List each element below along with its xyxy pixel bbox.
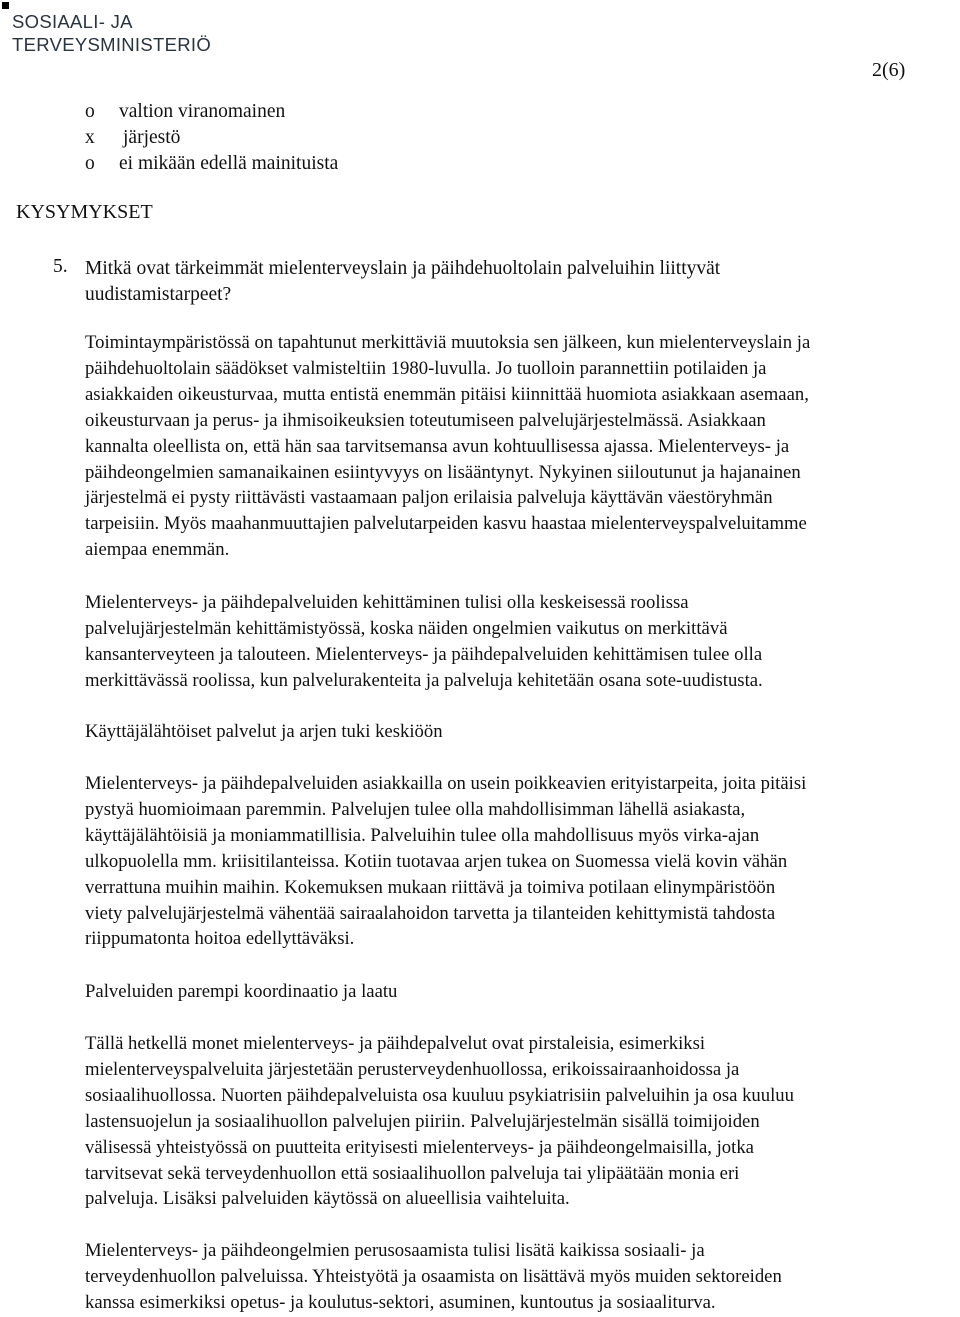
subheading-text: Palveluiden parempi koordinaatio ja laatu — [85, 981, 398, 1002]
text-line: järjestelmä ei pysty riittävästi vastaamaan paljon erilaisia palveluja käyttävän väestöryhmän — [85, 487, 773, 509]
paragraph — [85, 1031, 794, 1212]
subheading — [85, 719, 443, 745]
text-line: päihdehuoltolain säädökset valmisteltiin 1980-luvulla. Jo tuolloin parannettiin potilaiden ja — [85, 357, 767, 379]
option-item — [85, 125, 338, 151]
text-line: Toimintaympäristössä on tapahtunut merkittäviä muutoksia sen jälkeen, kun mielenterveyslain ja — [85, 332, 811, 353]
page-number: 2(6) — [872, 59, 906, 81]
ministry-logo — [12, 10, 211, 56]
text-line: asiakkaiden oikeusturvaa, mutta entistä enemmän pitäisi kiinnittää huomiota asiakkaan asemaan, — [85, 383, 809, 405]
text-line: Mielenterveys- ja päihdeongelmien perusosaamista tulisi lisätä kaikissa sosiaali- ja — [85, 1240, 705, 1261]
text-line: kansanterveyteen ja talouteen. Mielenterveys- ja päihdepalveluiden kehittämisen tulee olla — [85, 643, 763, 665]
paragraph — [85, 330, 810, 563]
text-line: verrattuna muihin maihin. Kokemuksen mukaan riittävä ja toimiva potilaan elinympäristöön — [85, 876, 776, 898]
text-line: kannalta oleellista on, että hän saa tarvitsemansa avun kohtuullisessa ajassa. Mielenterveys- ja — [85, 435, 790, 457]
text-line: terveydenhuollon palveluissa. Yhteistyötä ja osaamista on lisättävä myös muiden sektoreiden — [85, 1265, 782, 1287]
logo-line: TERVEYSMINISTERIÖ — [12, 34, 212, 55]
text-line: palveluja. Lisäksi palveluiden käytössä on alueellisia vaihteluita. — [85, 1188, 570, 1210]
paragraph — [85, 771, 806, 952]
text-line: tarpeisiin. Myös maahanmuuttajien palvelutarpeiden kasvu haastaa mielenterveyspalveluitamme — [85, 513, 807, 535]
text-line: päihdeongelmien samanaikainen esiintyvyys on lisääntynyt. Nykyinen siiloutunut ja hajanainen — [85, 461, 801, 483]
option-label: ei mikään edellä mainituista — [119, 153, 339, 174]
question-text — [85, 256, 905, 308]
subheading — [85, 979, 397, 1005]
text-line: Mielenterveys- ja päihdepalveluiden kehittäminen tulisi olla keskeisessä roolissa — [85, 592, 689, 613]
question-number: 5. — [53, 256, 68, 277]
logo-mark — [2, 2, 9, 9]
text-line: mielenterveyspalveluita järjestetään perusterveydenhuollossa, erikoissairaanhoidossa ja — [85, 1058, 740, 1080]
text-line: palvelujärjestelmän kehittämistyössä, koska näiden ongelmien vaikutus on merkittävä — [85, 617, 728, 639]
text-line: kanssa esimerkiksi opetus- ja koulutus-sektori, asuminen, kuntoutus ja sosiaaliturva. — [85, 1291, 716, 1313]
option-label: järjestö — [123, 127, 181, 148]
text-line: välisessä yhteistyössä on puutteita erityisesti mielenterveys- ja päihdeongelmaisilla, jotka — [85, 1136, 754, 1158]
option-marker: o — [85, 153, 95, 174]
text-line: lastensuojelun ja sosiaalihuollon palvelujen piiriin. Palvelujärjestelmän sisällä toimijoiden — [85, 1110, 760, 1132]
text-line: ulkopuolella mm. kriisitilanteissa. Kotiin tuotavaa arjen tukea on Suomessa vielä kovin vähän — [85, 850, 788, 872]
paragraph — [85, 1238, 782, 1316]
option-item — [85, 151, 338, 177]
paragraph — [85, 590, 763, 694]
option-marker: x — [85, 127, 95, 148]
text-line: merkittävässä roolissa, kun palvelurakenteita ja palveluja kehitetään osana sote-uudistusta. — [85, 669, 763, 691]
option-marker: o — [85, 101, 95, 122]
text-line: Tällä hetkellä monet mielenterveys- ja päihdepalvelut ovat pirstaleisia, esimerkiksi — [85, 1033, 706, 1054]
text-line: viety palvelujärjestelmä vähentää sairaalahoidon tarvetta ja tilanteiden kehittymistä tahdosta — [85, 902, 776, 924]
section-heading: KYSYMYKSET — [16, 201, 153, 223]
text-line: tarvitsevat sekä terveydenhuollon että sosiaalihuollon palveluja tai ylipäätään monia eri — [85, 1162, 740, 1184]
question-line: uudistamistarpeet? — [85, 284, 232, 305]
answer-options — [85, 99, 338, 177]
text-line: riippumatonta hoitoa edellyttäväksi. — [85, 928, 355, 950]
text-line: aiempaa enemmän. — [85, 539, 230, 561]
logo-line: SOSIAALI- JA — [12, 11, 133, 32]
text-line: Mielenterveys- ja päihdepalveluiden asiakkailla on usein poikkeavien erityistarpeita, joita pitäisi — [85, 773, 807, 794]
option-item — [85, 99, 338, 125]
text-line: sosiaalihuollossa. Nuorten päihdepalveluista osa kuuluu psykiatrisiin palveluihin ja osa kuuluu — [85, 1084, 794, 1106]
option-label: valtion viranomainen — [119, 101, 286, 122]
text-line: pystyä huomioimaan paremmin. Palvelujen tulee olla mahdollisimman lähellä asiakasta, — [85, 798, 746, 820]
subheading-text: Käyttäjälähtöiset palvelut ja arjen tuki keskiöön — [85, 721, 443, 742]
question-line: Mitkä ovat tärkeimmät mielenterveyslain ja päihdehuoltolain palveluihin liittyvät — [85, 258, 721, 279]
text-line: käyttäjälähtöisiä ja moniammatillisia. Palveluihin tulee olla mahdollisuus myös virka-ajan — [85, 824, 760, 846]
text-line: oikeusturvaan ja perus- ja ihmisoikeuksien toteutumiseen palvelujärjestelmässä. Asiakkaan — [85, 409, 766, 431]
